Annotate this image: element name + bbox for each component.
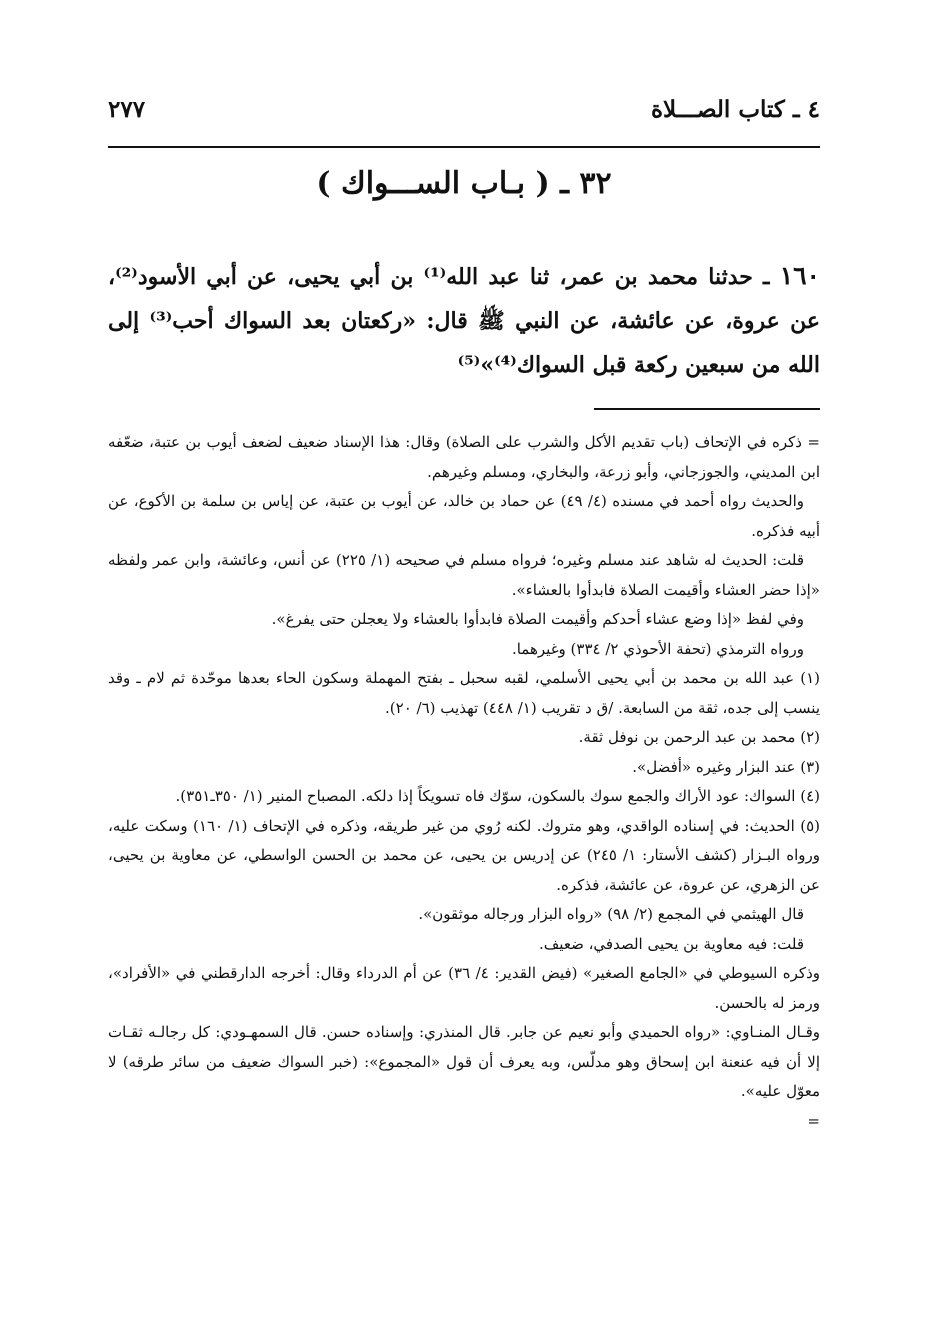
footnote-4: (٤) السواك: عود الأراك والجمع سوك بالسكون، سوّك فاه تسويكاً إذا دلكه. المصباح المنير (١/ ٣٥٠ـ٣٥١).	[175, 787, 820, 805]
footnote-paragraph: والحديث رواه أحمد في مسنده (٤/ ٤٩) عن حماد بن خالد، عن أيوب بن عتبة، عن إياس بن سلمة بن الأكوع، عن أبيه فذكره.	[108, 492, 820, 540]
footnote-paragraph: ورواه الترمذي (تحفة الأحوذي ٢/ ٣٣٤) وغيرهما.	[511, 639, 804, 658]
continuation-mark: =	[807, 1111, 820, 1130]
hadith-number: ١٦٠	[779, 261, 820, 290]
footnote-paragraph: وفي لفظ «إذا وضع عشاء أحدكم وأقيمت الصلاة فابدأوا بالعشاء ولا يعجلن حتى يفرغ».	[271, 610, 804, 628]
footnote-continued: = ذكره في الإتحاف (باب تقديم الأكل والشرب على الصلاة) وقال: هذا الإسناد ضعيف لضعف أيوب بن عتبة، ضعّفه ابن المديني، والجوزجاني، وأبو زرعة، والبخاري، ومسلم وغيرهم.	[108, 433, 820, 481]
footnote-5: (٥) الحديث: في إسناده الواقدي، وهو متروك. لكنه رُوي من غير طريقه، وذكره في الإتحاف (١/ ١٦٠) وسكت عليه، ورواه البـزار (كشف الأستار: ١/ ٢٤٥) عن إدريس بن يحيى، عن محمد بن الحسن الواسطي، عن معاوية بن يحيى، عن الزهري، عن عروة، عن عائشة، فذكره.	[108, 816, 820, 894]
footnote-paragraph: قال الهيثمي في المجمع (٢/ ٩٨) «رواه البزار ورجاله موثقون».	[418, 905, 804, 923]
footnote-paragraph: وذكره السيوطي في «الجامع الصغير» (فيض القدير: ٤/ ٣٦) عن أم الدرداء وقال: أخرجه الدارقطني في «الأفراد»، ورمز له بالحسن.	[108, 964, 820, 1012]
page-number: ٢٧٧	[108, 96, 146, 123]
footnote-separator	[594, 408, 820, 410]
footnote-paragraph: قلت: الحديث له شاهد عند مسلم وغيره؛ فرواه مسلم في صحيحه (١/ ٢٢٥) عن أنس، وعائشة، وابن عمر ولفظه «إذا حضر العشاء وأقيمت الصلاة فابدأوا بالعشاء».	[108, 551, 820, 599]
page-header	[108, 92, 820, 136]
footnote-paragraph: وقـال المنـاوي: «رواه الحميدي وأبو نعيم عن جابر. قال المنذري: وإسناده حسن. قال السمهـودي: كل رجالـه ثقـات إلا أن فيه عنعنة ابن إسحاق وهو مدلّس، وبه يعرف أن قول «المجموع»: (خبر السواك ضعيف من سائر طرقه) لا معوّل عليه».	[108, 1023, 820, 1100]
hadith-body	[108, 254, 820, 387]
section-title: ٣٢ ـ ( بـاب الســـواك )	[316, 166, 612, 201]
footnote-3: (٣) عند البزار وغيره «أفضل».	[632, 757, 820, 776]
header-rule	[108, 146, 820, 148]
footnote-1: (١) عبد الله بن محمد بن أبي يحيى الأسلمي، لقبه سحبل ـ بفتح المهملة وسكون الحاء بعدها موحّدة ثم لام ـ وقد ينسب إلى جده، ثقة من السابعة. /ق د تقريب (١/ ٤٤٨) تهذيب (٦/ ٢٠).	[108, 669, 820, 717]
footnotes	[108, 428, 820, 1136]
chapter-title: ٤ ـ كتاب الصـــلاة	[650, 96, 820, 123]
footnote-paragraph: قلت: فيه معاوية بن يحيى الصدفي، ضعيف.	[539, 934, 804, 953]
footnote-2: (٢) محمد بن عبد الرحمن بن نوفل ثقة.	[578, 728, 820, 746]
hadith-text: ـ حدثنا محمد بن عمر، ثنا عبد الله⁽¹⁾ بن أبي يحيى، عن أبي الأسود⁽²⁾، عن عروة، عن عائشة، عن النبي ﷺ قال: «ركعتان بعد السواك أحب⁽³⁾ إلى الله من سبعين ركعة قبل السواك⁽⁴⁾»⁽⁵⁾	[108, 264, 820, 378]
